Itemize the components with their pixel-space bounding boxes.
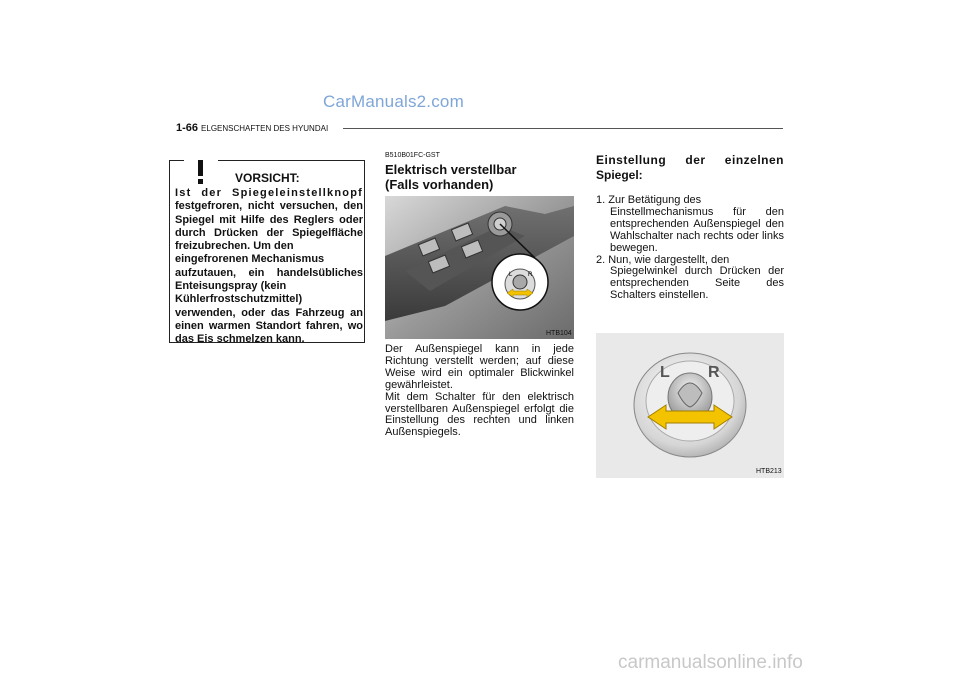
- warning-line: aufzutauen, ein handelsübliches: [175, 266, 363, 279]
- body-line: Außenspiegels.: [385, 426, 461, 439]
- knob-left-label: L: [660, 364, 670, 381]
- warning-line: Kühlerfrostschutzmittel): [175, 293, 303, 306]
- watermark-carmanuals2: CarManuals2.com: [323, 92, 464, 111]
- section-header-title: ELGENSCHAFTEN DES HYUNDAI: [201, 124, 329, 133]
- right-title-line1: Einstellung der einzelnen: [596, 153, 784, 167]
- warning-line: eingefrorenen Mechanismus: [175, 253, 325, 266]
- warning-line: freizubrechen. Um den: [175, 240, 294, 253]
- body-line: Weise wird ein optimaler Blickwinkel: [385, 366, 574, 379]
- door-switch-illustration: [385, 196, 574, 339]
- body-line: verstellbaren Außenspiegel erfolgt die: [385, 402, 574, 415]
- header-rule: [343, 128, 783, 129]
- small-knob-right-label: R: [528, 272, 533, 278]
- body-line: Der Außenspiegel kann in jede: [385, 343, 574, 355]
- watermark-carmanualsonline: carmanualsonline.info: [618, 652, 803, 673]
- step-list: [596, 195, 784, 302]
- warning-line: durch Drücken der Spiegelfläche: [175, 226, 363, 239]
- warning-line: Enteisungspray (kein: [175, 280, 287, 293]
- step-1-line: entsprechenden Außenspiegel den: [610, 217, 784, 230]
- step-1-line: Einstellmechanismus für den: [610, 205, 784, 218]
- door-switch-photo: [385, 196, 574, 339]
- step-2-line: Spiegelwinkel durch Drücken der: [610, 265, 784, 278]
- section-title-line2: (Falls vorhanden): [385, 177, 494, 192]
- step-1-line: bewegen.: [610, 241, 658, 254]
- body-line: Einstellung des rechten und linken: [385, 414, 574, 427]
- warning-line: verwenden, oder das Fahrzeug an: [175, 306, 363, 319]
- step-2-line: 2. Nun, wie dargestellt, den: [596, 253, 730, 266]
- section-title-line1: Elektrisch verstellbar: [385, 162, 517, 177]
- mirror-knob-illustration: [596, 333, 784, 478]
- middle-body-text: [385, 344, 574, 439]
- right-section-title: [596, 153, 784, 183]
- knob-right-label: R: [708, 364, 720, 381]
- photo-label-htb104: HTB104: [546, 330, 572, 337]
- step-2-line: Schalters einstellen.: [610, 289, 709, 302]
- step-1-line: 1. Zur Betätigung des: [596, 194, 702, 206]
- small-knob-left-label: L: [509, 272, 513, 278]
- page-number: 1-66: [176, 122, 199, 134]
- page-header: [176, 122, 328, 134]
- body-line: Richtung verstellt werden; auf diese: [385, 354, 574, 367]
- section-title: [385, 162, 517, 192]
- warning-line: festgefroren, nicht versuchen, den: [175, 200, 363, 213]
- warning-text: [175, 187, 363, 347]
- warning-line: das Eis schmelzen kann.: [175, 333, 305, 346]
- warning-line: einen warmen Standort fahren, wo: [175, 319, 363, 332]
- body-line: gewährleistet.: [385, 378, 453, 391]
- warning-line: Spiegel mit Hilfe des Reglers oder: [175, 213, 363, 226]
- mirror-knob-photo: [596, 333, 784, 478]
- photo-label-htb213: HTB213: [756, 468, 782, 475]
- right-title-line2: Spiegel:: [596, 168, 643, 182]
- body-line: Mit dem Schalter für den elektrisch: [385, 390, 574, 403]
- warning-line: Ist der Spiegeleinstellknopf: [175, 187, 363, 199]
- step-1-line: Wahlschalter nach rechts oder links: [610, 229, 784, 242]
- section-code: B510B01FC-GST: [385, 152, 440, 159]
- warning-title: VORSICHT:: [235, 171, 300, 185]
- step-2-line: entsprechenden Seite des: [610, 277, 784, 290]
- warning-exclamation-icon: [184, 156, 218, 186]
